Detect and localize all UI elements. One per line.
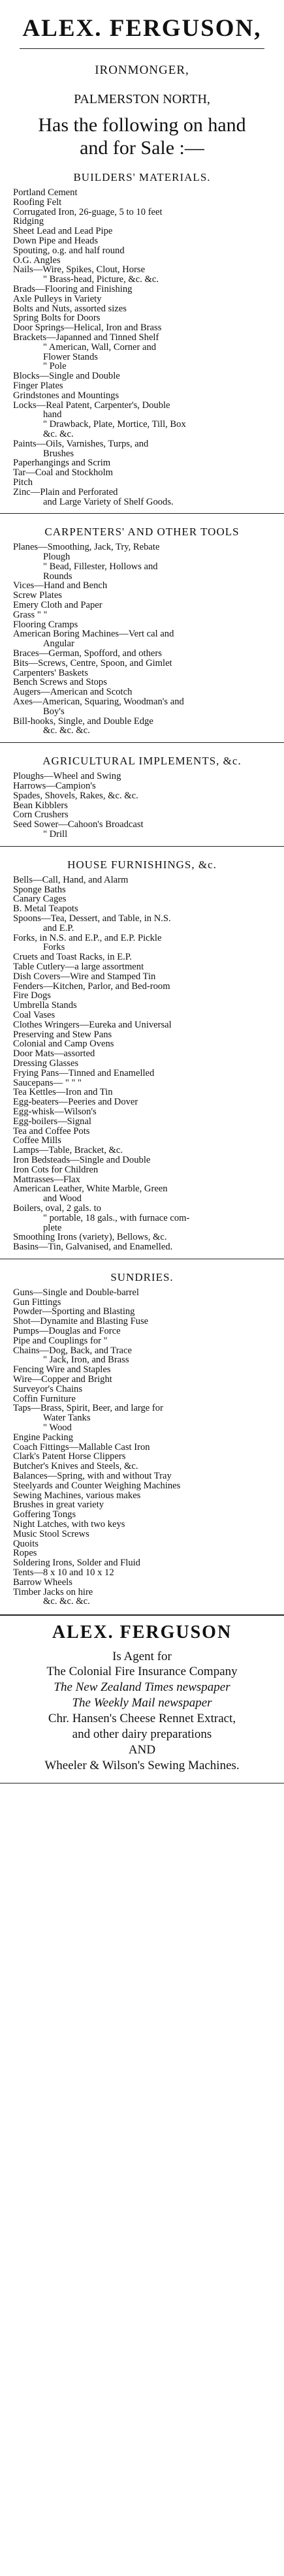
section-heading-sundries: SUNDRIES. — [110, 1270, 174, 1283]
agent-line: The Colonial Fire Insurance Company — [46, 1665, 238, 1679]
list-item: Brushes in great variety — [13, 1500, 104, 1511]
list-item: Quoits — [13, 1538, 39, 1549]
list-item: Dressing Glasses — [13, 1058, 79, 1069]
list-item: Pumps—Douglas and Force — [13, 1326, 121, 1337]
list-item: Spades, Shovels, Rakes, &c. &c. — [13, 790, 138, 801]
list-item: Seed Sower—Cahoon's Broadcast — [13, 819, 144, 830]
list-item: Roofing Felt — [13, 196, 62, 208]
list-item: Surveyor's Chains — [13, 1383, 82, 1394]
list-item: American Leather, White Marble, Green — [13, 1184, 168, 1195]
list-item: " Drawback, Plate, Mortice, Till, Box — [43, 419, 186, 430]
list-item: Table Cutlery—a large assortment — [13, 961, 144, 972]
list-item: Tents—8 x 10 and 10 x 12 — [13, 1567, 114, 1578]
list-item: Taps—Brass, Spirit, Beer, and large for — [13, 1403, 163, 1414]
list-item: Barrow Wheels — [13, 1577, 72, 1588]
list-item: Ploughs—Wheel and Swing — [13, 771, 121, 782]
list-item: Spring Bolts for Doors — [13, 313, 101, 324]
list-item: Guns—Single and Double-barrel — [13, 1287, 139, 1298]
list-item: Brushes — [43, 448, 74, 459]
list-item: Chains—Dog, Back, and Trace — [13, 1345, 132, 1356]
list-item: Bits—Screws, Centre, Spoon, and Gimlet — [13, 657, 172, 668]
list-item: hand — [43, 409, 62, 420]
subtitle: IRONMONGER, — [95, 63, 189, 77]
list-item: Timber Jacks on hire — [13, 1586, 93, 1597]
list-item: Tar—Coal and Stockholm — [13, 467, 113, 479]
list-item: Clothes Wringers—Eureka and Universal — [13, 1019, 172, 1030]
list-item: Coffee Mills — [13, 1135, 61, 1146]
list-item: Axle Pulleys in Variety — [13, 293, 102, 304]
list-item: " Drill — [43, 829, 68, 840]
list-item: Grindstones and Mountings — [13, 390, 119, 401]
list-item: Rounds — [43, 571, 72, 582]
list-item: Spoons—Tea, Dessert, and Table, in N.S. — [13, 913, 171, 924]
section-divider — [0, 742, 284, 743]
agent-line: Wheeler & Wilson's Sewing Machines. — [44, 1759, 240, 1773]
agent-line: and other dairy preparations — [72, 1727, 212, 1742]
list-item: Brads—Flooring and Finishing — [13, 283, 133, 294]
list-item: Axes—American, Squaring, Woodman's and — [13, 697, 184, 708]
list-item: Ridging — [13, 216, 44, 227]
list-item: Night Latches, with two keys — [13, 1519, 125, 1530]
list-item: Gun Fittings — [13, 1296, 61, 1308]
list-item: Sheet Lead and Lead Pipe — [13, 226, 113, 237]
title-rule — [20, 48, 264, 49]
list-item: Bench Screws and Stops — [13, 677, 107, 688]
list-item: Frying Pans—Tinned and Enamelled — [13, 1067, 155, 1078]
city-line: PALMERSTON NORTH, — [74, 92, 210, 106]
list-item: Balances—Spring, with and without Tray — [13, 1471, 172, 1482]
list-item: Angular — [43, 638, 74, 650]
list-item: Pitch — [13, 477, 33, 488]
agent-line: The Weekly Mail newspaper — [72, 1696, 212, 1710]
list-item: Down Pipe and Heads — [13, 235, 99, 246]
list-item: Boilers, oval, 2 gals. to — [13, 1202, 101, 1214]
tools-list — [0, 542, 284, 736]
list-item: Shot—Dynamite and Blasting Fuse — [13, 1316, 149, 1327]
list-item: Augers—American and Scotch — [13, 687, 133, 698]
list-item: Tea and Coffee Pots — [13, 1125, 90, 1137]
list-item: Finger Plates — [13, 380, 63, 391]
list-item: Wire—Copper and Bright — [13, 1374, 112, 1385]
list-item: Umbrella Stands — [13, 1000, 77, 1011]
list-item: Pipe and Couplings for " — [13, 1335, 108, 1346]
list-item: Corn Crushers — [13, 809, 69, 821]
list-item: Cruets and Toast Racks, in E.P. — [13, 952, 132, 963]
list-item: Water Tanks — [43, 1413, 91, 1424]
for-sale-line: and for Sale :— — [80, 137, 204, 159]
list-item: Smoothing Irons (variety), Bellows, &c. — [13, 1232, 167, 1243]
list-item: Iron Cots for Children — [13, 1164, 99, 1175]
page-title: ALEX. FERGUSON, — [22, 15, 262, 42]
section-heading-house: HOUSE FURNISHINGS, &c. — [67, 858, 217, 871]
list-item: Preserving and Stew Pans — [13, 1029, 112, 1040]
list-item: Ropes — [13, 1548, 37, 1559]
section-divider — [0, 513, 284, 514]
list-item: Plough — [43, 552, 71, 563]
list-item: and E.P. — [43, 922, 74, 934]
list-item: Powder—Sporting and Blasting — [13, 1306, 135, 1317]
list-item: Engine Packing — [13, 1432, 74, 1443]
list-item: Spouting, o.g. and half round — [13, 245, 125, 256]
section-heading-tools: CARPENTERS' AND OTHER TOOLS — [44, 526, 240, 539]
agent-for-line: Is Agent for — [112, 1650, 172, 1664]
list-item: Carpenters' Baskets — [13, 667, 88, 678]
list-item: Emery Cloth and Paper — [13, 600, 103, 611]
list-item: Blocks—Single and Double — [13, 371, 120, 382]
list-item: Sewing Machines, various makes — [13, 1490, 141, 1501]
list-item: Lamps—Table, Bracket, &c. — [13, 1145, 123, 1156]
list-item: " Pole — [43, 361, 67, 372]
list-item: Braces—German, Spofford, and others — [13, 648, 162, 659]
list-item: Flower Stands — [43, 351, 98, 362]
list-item: Mattrasses—Flax — [13, 1174, 80, 1185]
agent-line: AND — [128, 1743, 156, 1757]
list-item: Corrugated Iron, 26-guage, 5 to 10 feet — [13, 206, 163, 217]
list-item: Bells—Call, Hand, and Alarm — [13, 874, 129, 885]
list-item: Zinc—Plain and Perforated — [13, 486, 118, 497]
list-item: Door Mats—assorted — [13, 1048, 95, 1060]
list-item: Basins—Tin, Galvanised, and Enamelled. — [13, 1242, 173, 1253]
list-item: American Boring Machines—Vert cal and — [13, 629, 174, 640]
has-line: Has the following on hand — [38, 114, 246, 136]
list-item: and Large Variety of Shelf Goods. — [43, 496, 174, 507]
list-item: Brackets—Japanned and Tinned Shelf — [13, 332, 159, 343]
list-item: Steelyards and Counter Weighing Machines — [13, 1480, 181, 1491]
list-item: Dish Covers—Wire and Stamped Tin — [13, 971, 156, 982]
list-item: Butcher's Knives and Steels, &c. — [13, 1461, 138, 1472]
agent-title: ALEX. FERGUSON — [52, 1622, 232, 1643]
list-item: " portable, 18 gals., with furnace com- — [43, 1212, 190, 1223]
list-item: Paints—Oils, Varnishes, Turps, and — [13, 438, 149, 449]
list-item: Clark's Patent Horse Clippers — [13, 1451, 126, 1462]
list-item: Bill-hooks, Single, and Double Edge — [13, 715, 153, 727]
list-item: Soldering Irons, Solder and Fluid — [13, 1558, 140, 1569]
list-item: Door Springs—Helical, Iron and Brass — [13, 322, 162, 334]
section-divider — [0, 846, 284, 847]
list-item: Bean Kibblers — [13, 800, 68, 811]
agent-line: The New Zealand Times newspaper — [54, 1680, 230, 1695]
list-item: Forks — [43, 942, 65, 953]
list-item: Locks—Real Patent, Carpenter's, Double — [13, 400, 170, 411]
list-item: Forks, in N.S. and E.P., and E.P. Pickle — [13, 932, 162, 943]
list-item: Colonial and Camp Ovens — [13, 1039, 114, 1050]
list-item: and Wood — [43, 1193, 82, 1204]
list-item: Fire Dogs — [13, 990, 51, 1001]
list-item: Egg-boilers—Signal — [13, 1116, 91, 1127]
list-item: " Bead, Fillester, Hollows and — [43, 561, 158, 572]
list-item: Planes—Smoothing, Jack, Try, Rebate — [13, 542, 160, 553]
list-item: Fenders—Kitchen, Parlor, and Bed-room — [13, 981, 170, 992]
sundries-list — [0, 1288, 284, 1607]
agent-line: Chr. Hansen's Cheese Rennet Extract, — [48, 1712, 236, 1726]
list-item: Coal Vases — [13, 1009, 55, 1020]
list-item: Coach Fittings—Mallable Cast Iron — [13, 1441, 150, 1453]
list-item: Goffering Tongs — [13, 1509, 76, 1520]
list-item: Vices—Hand and Bench — [13, 580, 108, 591]
list-item: Screw Plates — [13, 590, 62, 601]
list-item: Harrows—Campion's — [13, 781, 96, 792]
list-item: B. Metal Teapots — [13, 903, 78, 915]
list-item: O.G. Angles — [13, 255, 61, 266]
builders-list — [0, 188, 284, 507]
list-item: " Brass-head, Picture, &c. &c. — [43, 274, 159, 285]
section-heading-builders: BUILDERS' MATERIALS. — [73, 171, 211, 183]
list-item: Saucepans— " " " — [13, 1077, 82, 1088]
agricultural-list — [0, 772, 284, 840]
list-item: " Jack, Iron, and Brass — [43, 1355, 129, 1366]
list-item: &c. &c. &c. — [43, 725, 90, 736]
list-item: Tea Kettles—Iron and Tin — [13, 1087, 113, 1098]
list-item: &c. &c. &c. — [43, 1596, 90, 1607]
list-item: Boy's — [43, 706, 65, 717]
list-item: Paperhangings and Scrim — [13, 458, 111, 469]
section-heading-agricultural: AGRICULTURAL IMPLEMENTS, &c. — [42, 755, 242, 768]
list-item: Nails—Wire, Spikes, Clout, Horse — [13, 264, 146, 275]
list-item: Sponge Baths — [13, 884, 66, 895]
list-item: Coffin Furniture — [13, 1393, 76, 1404]
list-item: plete — [43, 1222, 62, 1233]
list-item: Egg-beaters—Peeries and Dover — [13, 1097, 138, 1108]
list-item: Flooring Cramps — [13, 619, 78, 630]
house-list — [0, 875, 284, 1252]
list-item: " American, Wall, Corner and — [43, 341, 157, 353]
list-item: Fencing Wire and Staples — [13, 1364, 111, 1375]
list-item: Iron Bedsteads—Single and Double — [13, 1154, 151, 1165]
list-item: Egg-whisk—Wilson's — [13, 1106, 97, 1117]
list-item: Canary Cages — [13, 894, 67, 905]
list-item: &c. &c. — [43, 428, 74, 439]
list-item: Bolts and Nuts, assorted sizes — [13, 303, 127, 314]
list-item: Portland Cement — [13, 187, 78, 198]
section-divider — [0, 1614, 284, 1616]
list-item: Music Stool Screws — [13, 1528, 89, 1539]
list-item: Grass " " — [13, 609, 48, 620]
list-item: " Wood — [43, 1422, 72, 1434]
